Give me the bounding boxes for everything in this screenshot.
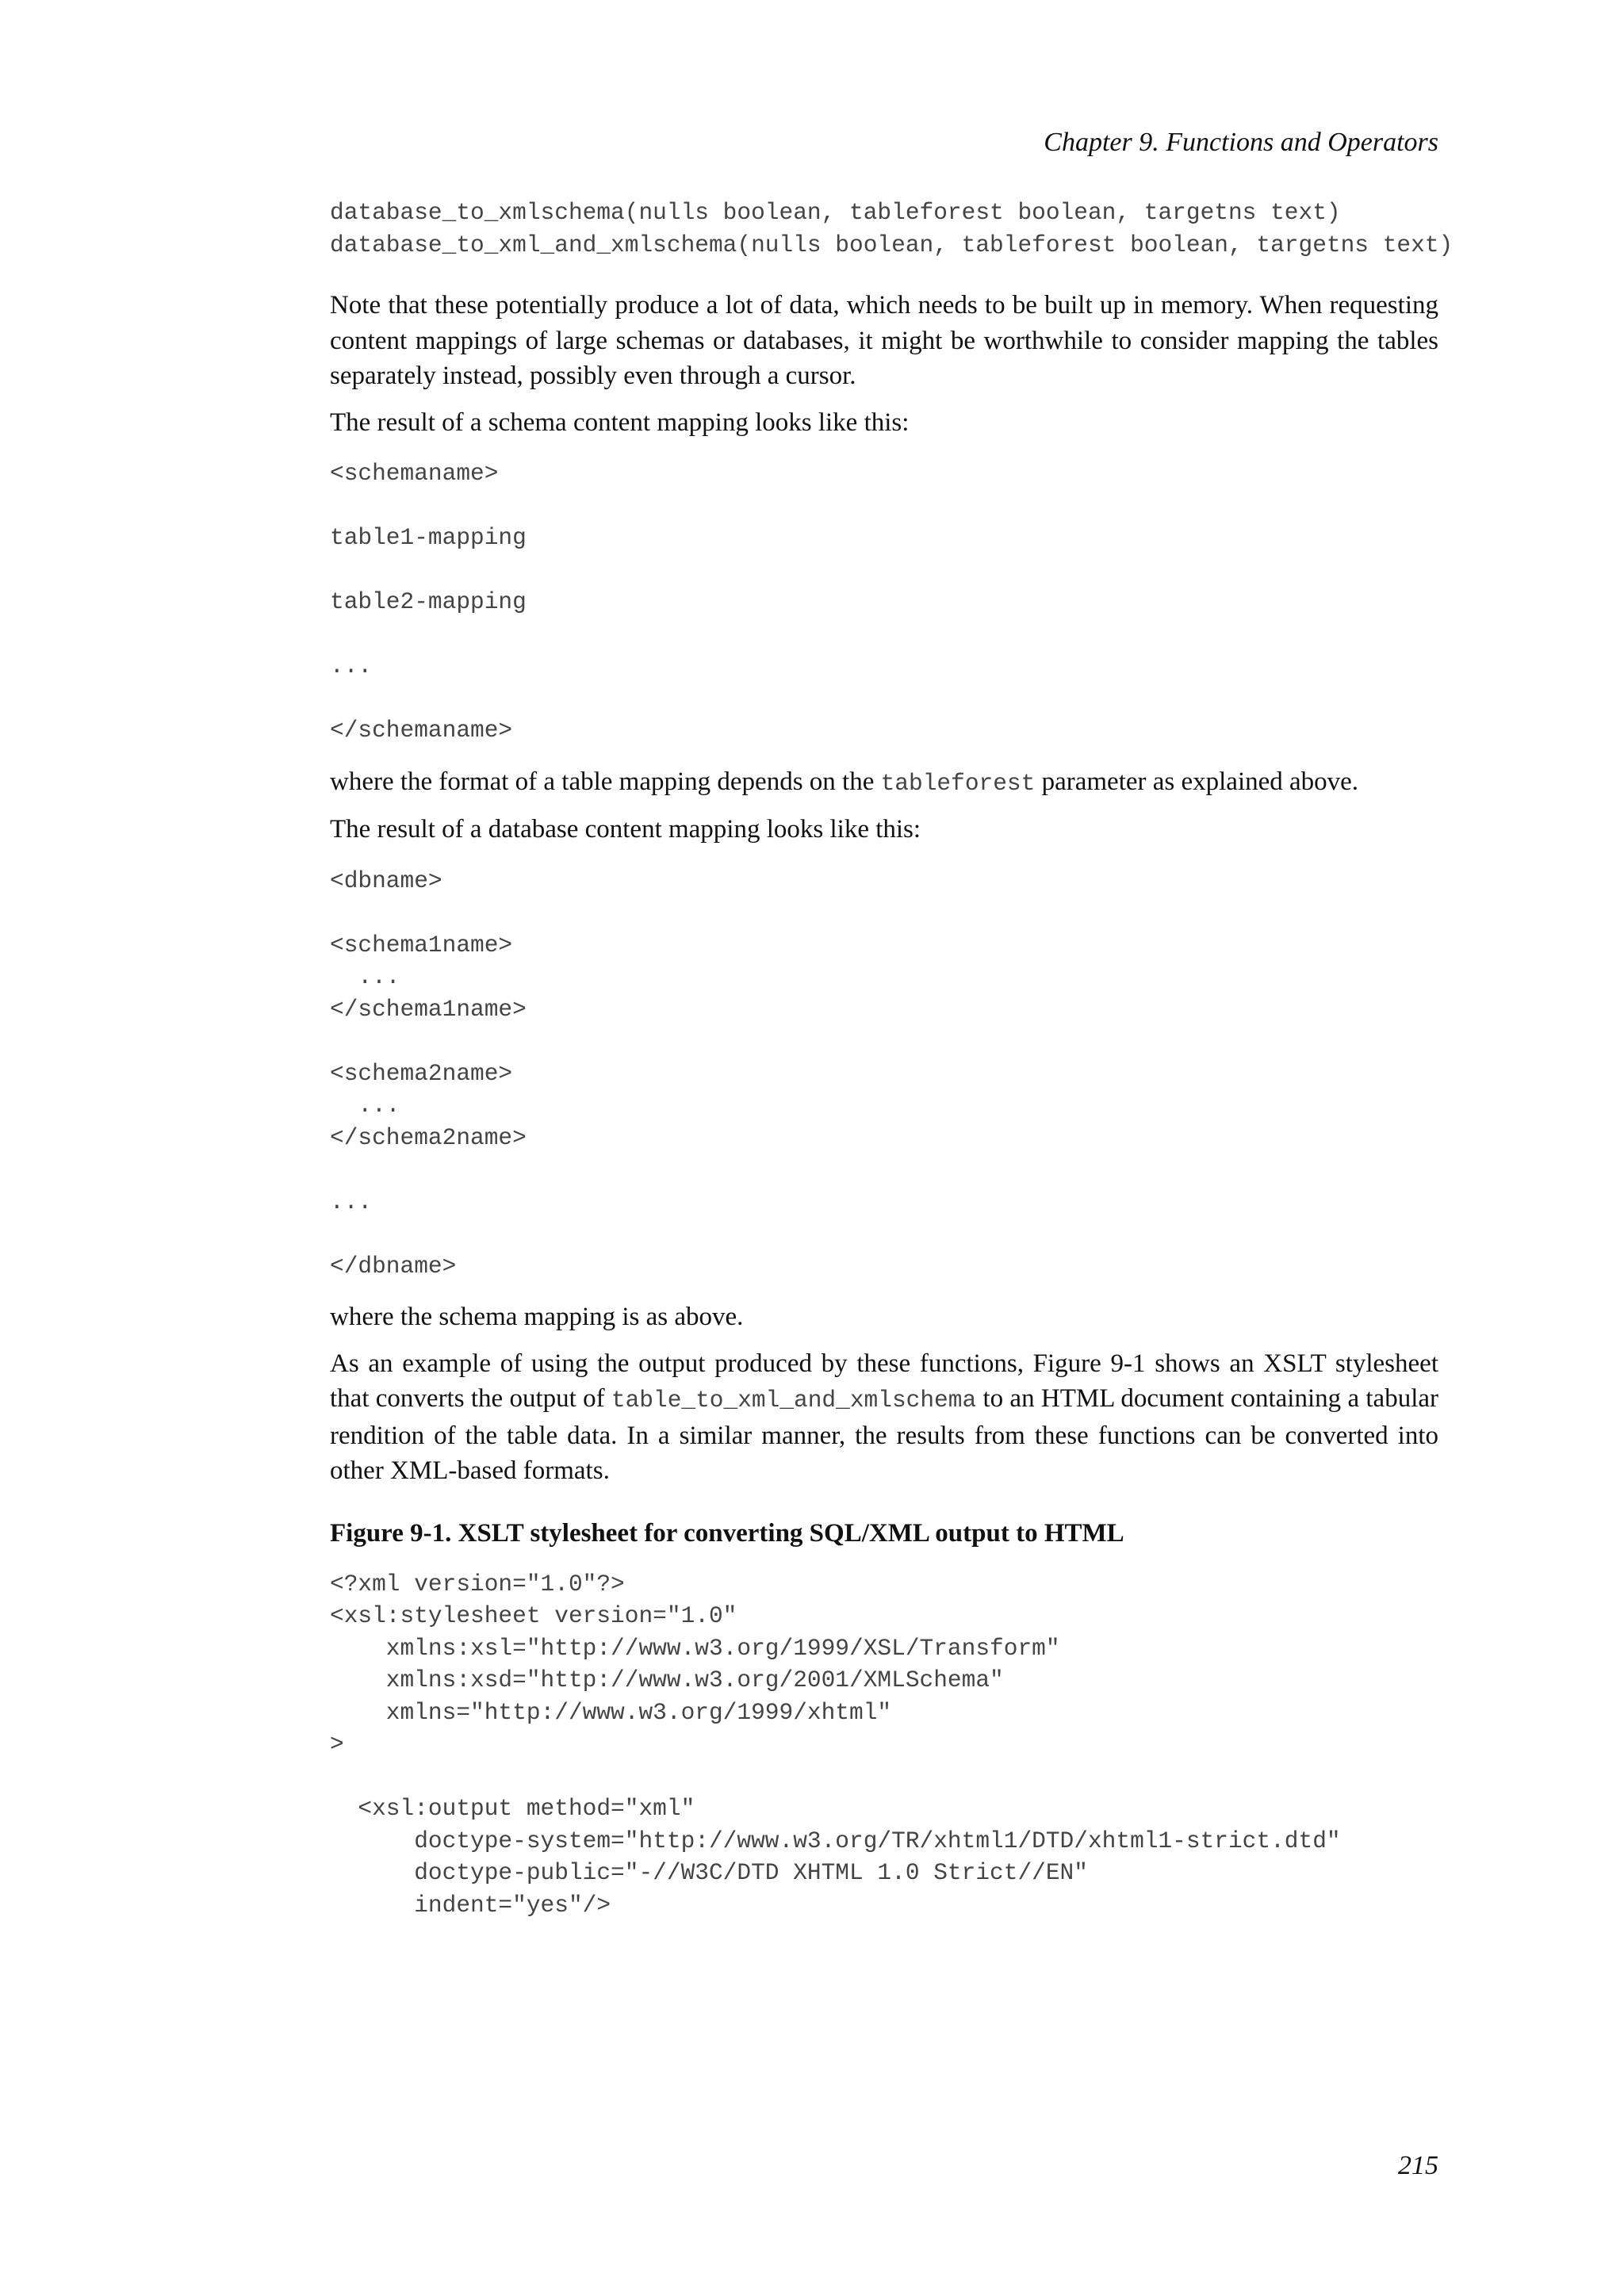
document-page — [330, 0, 1454, 2296]
paragraph-schema-mapping-intro: The result of a schema content mapping looks like this: — [330, 408, 910, 437]
function-signatures: database_to_xmlschema(nulls boolean, tableforest boolean, targetns text) database_to_xml_and_xmlschema(nulls boolean, tableforest boolean, targetns text) — [330, 199, 1454, 258]
paragraph-text: where the format of a table mapping depends on the — [330, 767, 881, 796]
running-header: Chapter 9. Functions and Operators — [1044, 128, 1438, 157]
database-mapping-example: <dbname> <schema1name> ... </schema1name> <schema2name> ... </schema2name> ... </dbname> — [330, 867, 527, 1280]
paragraph-xslt-example — [330, 1346, 1438, 1489]
paragraph-memory-note: Note that these potentially produce a lot of data, which needs to be built up in memory. When requesting content mappings of large schemas or databases, it might be worthwhile to consider mapping the tables separately instead, possibly even through a cursor. — [330, 291, 1438, 390]
inline-code-tableforest: tableforest — [880, 769, 1036, 797]
inline-code-function-name: table_to_xml_and_xmlschema — [611, 1387, 977, 1414]
paragraph-text: parameter as explained above. — [1035, 767, 1359, 796]
paragraph-schema-as-above: where the schema mapping is as above. — [330, 1303, 744, 1331]
paragraph-db-mapping-intro: The result of a database content mapping looks like this: — [330, 815, 921, 844]
page-number: 215 — [1398, 2151, 1438, 2180]
page-content — [330, 197, 1454, 1921]
figure-code-listing: <?xml version="1.0"?> <xsl:stylesheet version="1.0" xmlns:xsl="http://www.w3.org/1999/XSL/Transform" xmlns:xsd="http://www.w3.org/2001/XMLSchema" xmlns="http://www.w3.org/1999/xhtml" > <xsl:output method="xml" doctype-system="http://www.w3.org/TR/xhtml1/DTD/xhtml1-strict.dtd" doctype-public="-//W3C/DTD XHTML 1.0 Strict//EN" indent="yes"/> — [330, 1570, 1341, 1919]
paragraph-text: As an example of using the output produced by these functions, Figure 9-1 shows an XSLT stylesheet that converts the output of — [330, 1349, 1438, 1413]
paragraph-table-mapping — [330, 764, 1438, 802]
paragraph-text: to an HTML document containing a tabular rendition of the table data. In a similar manner, the results from these functions can be converted into other XML-based formats. — [330, 1384, 1438, 1485]
schema-mapping-example: <schemaname> table1-mapping table2-mapping ... </schemaname> — [330, 460, 527, 744]
figure-title: Figure 9-1. XSLT stylesheet for converting SQL/XML output to HTML — [330, 1518, 1124, 1548]
